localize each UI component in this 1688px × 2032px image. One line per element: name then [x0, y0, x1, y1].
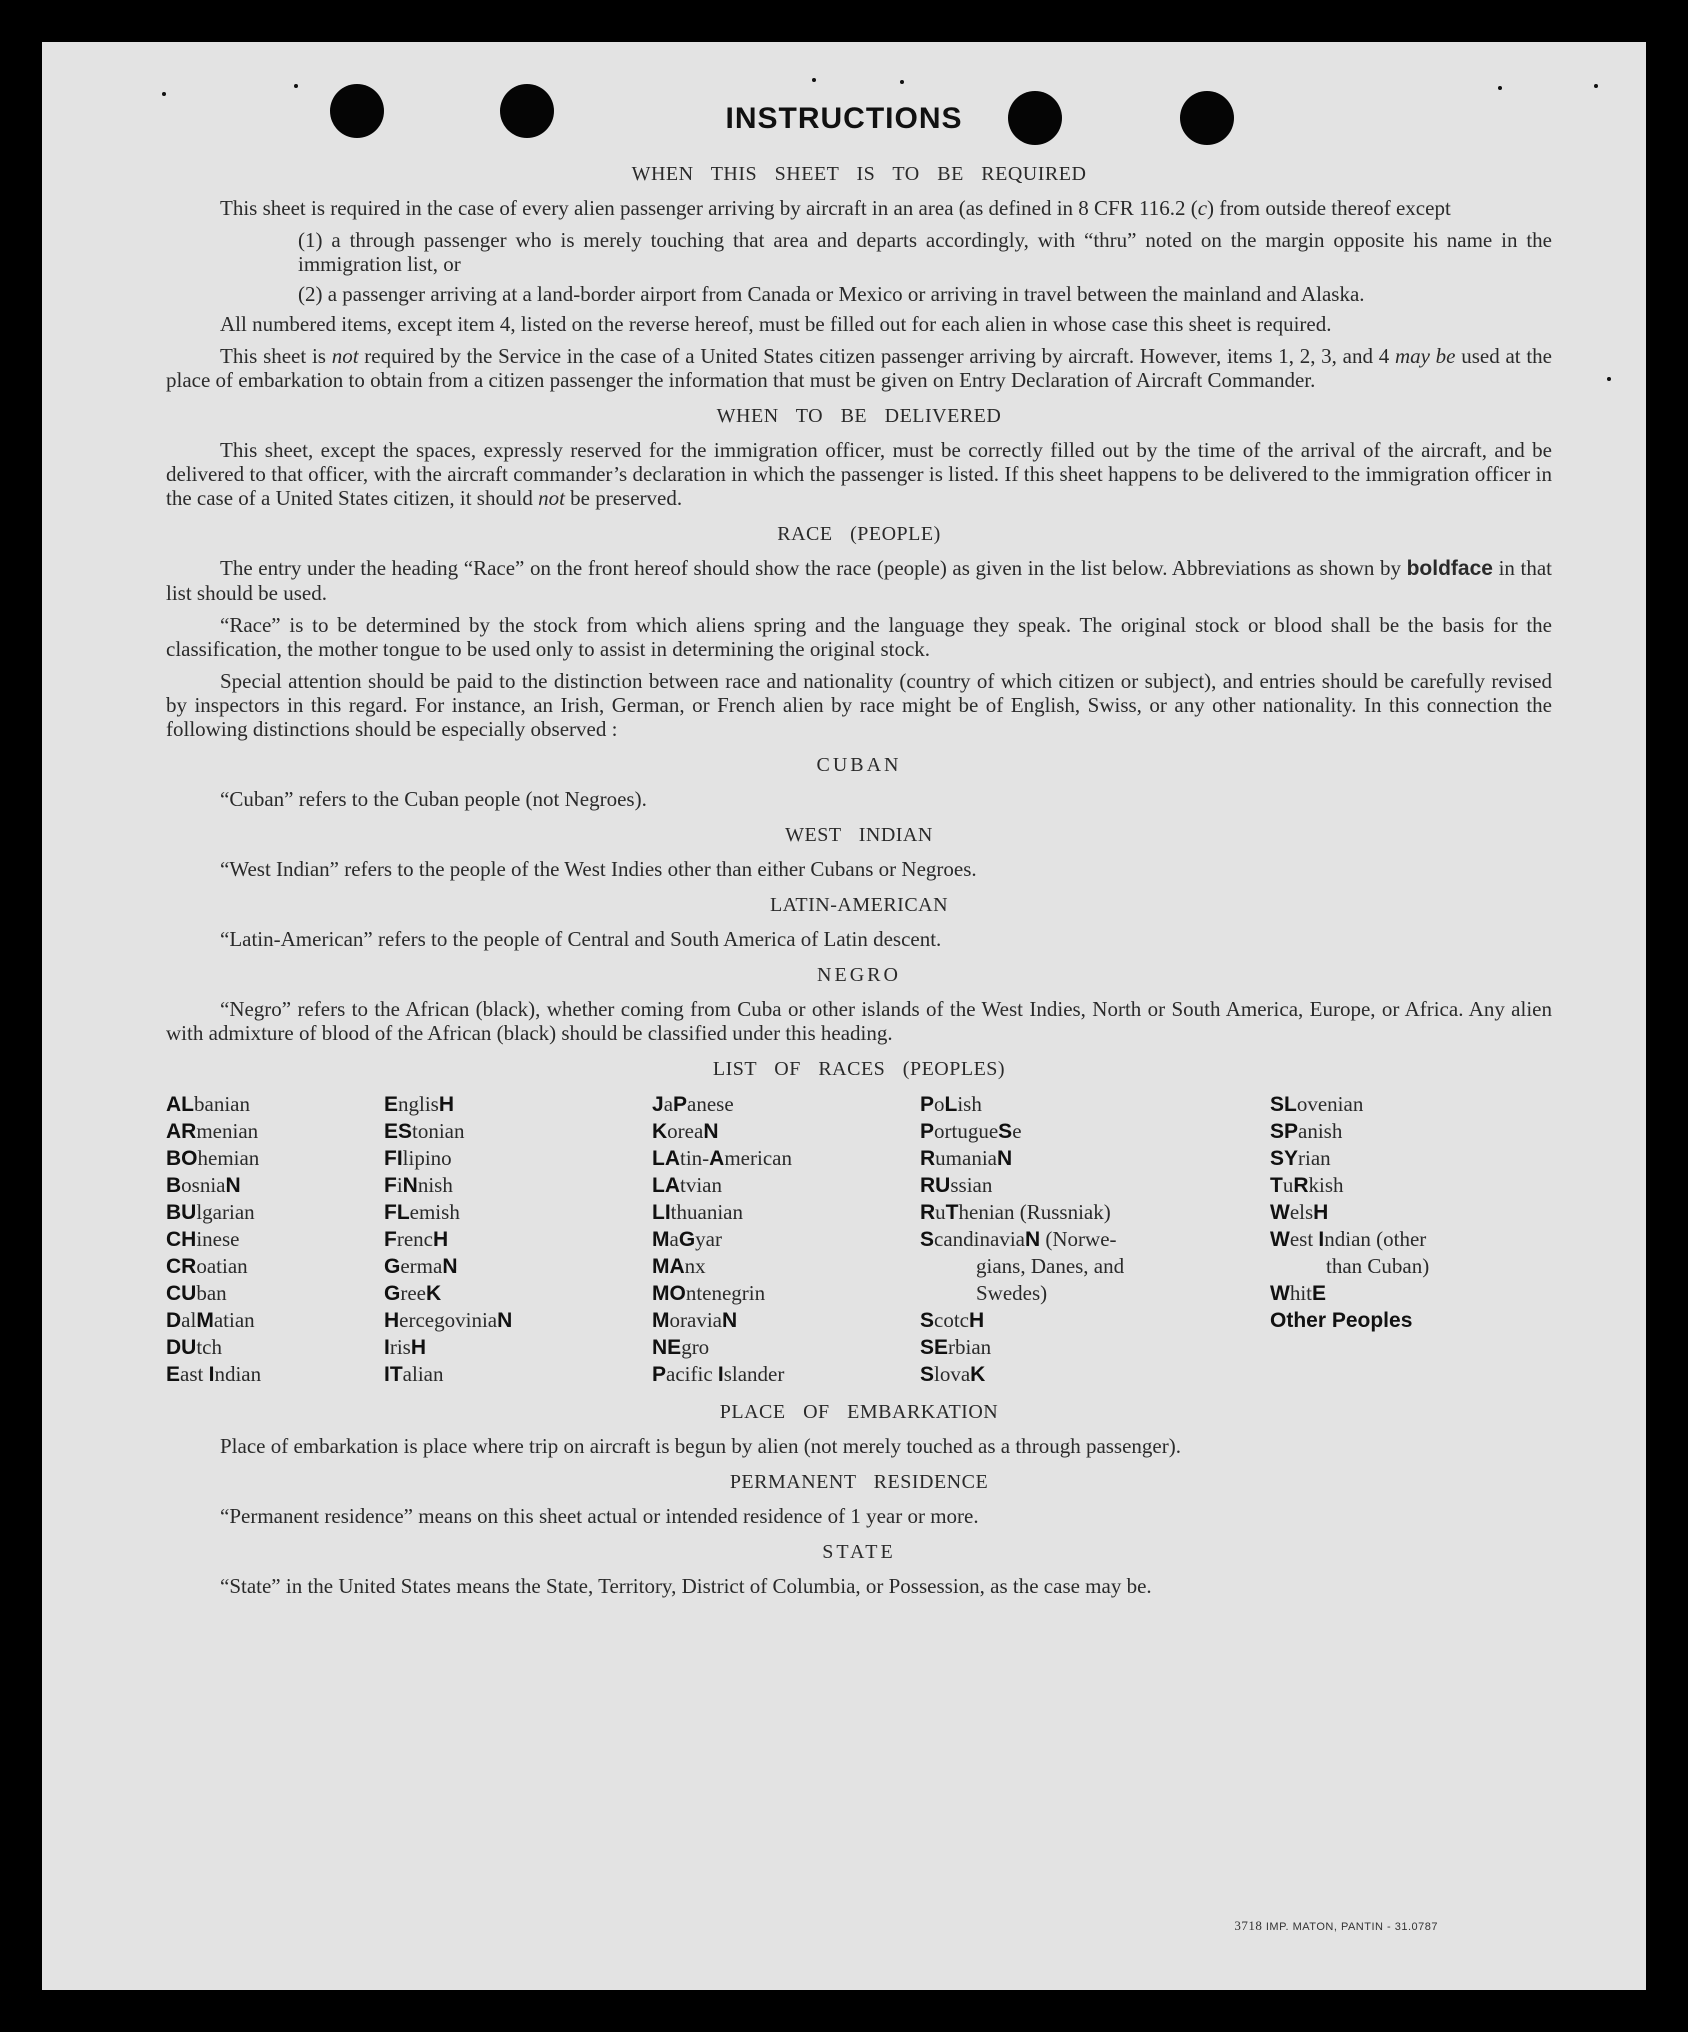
heading-when-required: WHEN THIS SHEET IS TO BE REQUIRED: [631, 163, 1087, 185]
race-abbreviation: FL: [384, 1201, 410, 1224]
race-abbreviation: M: [652, 1309, 670, 1332]
race-text: ree: [400, 1281, 426, 1305]
race-entry: [1270, 1118, 1510, 1145]
race-list: [166, 1091, 1552, 1388]
race-text: slander: [723, 1362, 785, 1386]
race-text: henian (Russniak): [958, 1200, 1111, 1224]
race-entry: [384, 1307, 652, 1334]
race-entry: [1270, 1199, 1510, 1226]
race-text: o: [934, 1092, 945, 1116]
race-text: est: [1289, 1227, 1319, 1251]
exception-item-2: (2) a passenger arriving at a land-border airport from Canada or Mexico or arriving in travel between the mainland and Alaska.: [298, 282, 1365, 306]
race-entry: [920, 1280, 1270, 1307]
race-text: banian: [194, 1092, 250, 1116]
race-abbreviation: N: [721, 1309, 738, 1332]
race-text: i: [396, 1173, 403, 1197]
speck: [1498, 86, 1502, 90]
race-entry: [384, 1361, 652, 1388]
race-abbreviation: I: [384, 1336, 390, 1359]
race-entry: [166, 1361, 384, 1388]
race-entry: [166, 1091, 384, 1118]
race-abbreviation: I: [1318, 1228, 1325, 1251]
race-text: (Norwe-: [1040, 1227, 1117, 1251]
race-abbreviation: P: [920, 1093, 935, 1116]
race-abbreviation: S: [920, 1309, 935, 1332]
race-text: lipino: [402, 1146, 452, 1170]
race-entry: [1270, 1145, 1510, 1172]
race-abbreviation: N: [442, 1255, 458, 1278]
race-text: gians, Danes, and: [976, 1254, 1125, 1278]
race-text: merican: [724, 1146, 792, 1170]
race-text: a: [663, 1092, 674, 1116]
race-text: cotc: [934, 1308, 969, 1332]
race-entry: [166, 1253, 384, 1280]
paragraph: “Permanent residence” means on this sheet actual or intended residence of 1 year or more.: [220, 1504, 979, 1528]
race-text: anese: [687, 1092, 734, 1116]
race-text: hit: [1289, 1281, 1312, 1305]
race-abbreviation: F: [384, 1174, 397, 1197]
race-abbreviation: S: [920, 1228, 935, 1251]
race-abbreviation: W: [1270, 1228, 1290, 1251]
race-text: ish: [957, 1092, 982, 1116]
race-text: ovenian: [1296, 1092, 1364, 1116]
race-entry: [652, 1145, 920, 1172]
race-abbreviation: M: [652, 1228, 670, 1251]
race-abbreviation: LA: [652, 1174, 680, 1197]
race-entry: [920, 1307, 1270, 1334]
race-entry: [652, 1091, 920, 1118]
race-entry: [920, 1361, 1270, 1388]
paragraph: “Race” is to be determined by the stock from which aliens spring and the language they speak. The original stock or blood shall be the basis for the classification, the mother tongue to be used only to assist in determining the original stock.: [166, 613, 1552, 661]
race-abbreviation: CR: [166, 1255, 197, 1278]
race-abbreviation: R: [920, 1147, 936, 1170]
race-text: tvian: [680, 1173, 722, 1197]
race-column: [652, 1091, 920, 1388]
race-text: u: [935, 1200, 946, 1224]
race-text: els: [1289, 1200, 1314, 1224]
race-column: [166, 1091, 384, 1388]
race-text: gro: [681, 1335, 710, 1359]
race-text: atian: [213, 1308, 255, 1332]
instructions-body: [166, 150, 1552, 1606]
race-abbreviation: G: [678, 1228, 696, 1251]
heading-cuban: CUBAN: [816, 754, 902, 776]
race-text: hemian: [197, 1146, 260, 1170]
paragraph: All numbered items, except item 4, listed on the reverse hereof, must be filled out for each alien in whose case this sheet is required.: [220, 312, 1332, 336]
race-text: ortugue: [934, 1119, 999, 1143]
race-abbreviation: SE: [920, 1336, 949, 1359]
heading-list-of-races: LIST OF RACES (PEOPLES): [712, 1058, 1006, 1080]
heading-embarkation: PLACE OF EMBARKATION: [719, 1401, 999, 1423]
heading-race: RACE (PEOPLE): [777, 523, 941, 545]
race-abbreviation: W: [1270, 1282, 1290, 1305]
race-text: nglis: [398, 1092, 439, 1116]
race-text: rbian: [948, 1335, 992, 1359]
race-abbreviation: SY: [1270, 1147, 1299, 1170]
race-abbreviation: S: [998, 1120, 1013, 1143]
speck: [900, 80, 904, 84]
race-abbreviation: ES: [384, 1120, 413, 1143]
race-entry: [920, 1199, 1270, 1226]
race-text: ban: [196, 1281, 227, 1305]
race-entry: [166, 1145, 384, 1172]
form-number: 3718: [1234, 1918, 1263, 1933]
race-entry: [1270, 1172, 1510, 1199]
race-abbreviation: AR: [166, 1120, 197, 1143]
heading-permanent-residence: PERMANENT RESIDENCE: [729, 1471, 989, 1493]
speck: [812, 78, 816, 82]
race-abbreviation: SL: [1270, 1093, 1297, 1116]
paragraph: “West Indian” refers to the people of the West Indies other than either Cubans or Negroes.: [220, 857, 977, 881]
race-abbreviation: P: [920, 1120, 935, 1143]
race-text: emish: [409, 1200, 460, 1224]
race-abbreviation: SP: [1270, 1120, 1299, 1143]
speck: [162, 92, 166, 96]
race-text: ntenegrin: [685, 1281, 766, 1305]
race-entry: [166, 1307, 384, 1334]
race-abbreviation: N: [703, 1120, 719, 1143]
race-text: acific: [666, 1362, 718, 1386]
race-entry: [384, 1253, 652, 1280]
heading-state: STATE: [822, 1541, 896, 1563]
race-entry: [166, 1199, 384, 1226]
race-entry: [920, 1172, 1270, 1199]
race-entry: [1270, 1226, 1510, 1253]
paragraph: Special attention should be paid to the distinction between race and nationality (country of which citizen or subject), and entries should be carefully revised by inspectors in this regard. For instance, an Irish, German, or French alien by race might be of English, Swiss, or any other nationality. In this connection the following distinctions should be especially observed :: [166, 669, 1552, 741]
race-text: ssian: [950, 1173, 993, 1197]
print-imprint: [1234, 1918, 1438, 1934]
race-text: Swedes): [976, 1281, 1048, 1305]
race-text: a: [669, 1227, 679, 1251]
race-column: [384, 1091, 652, 1388]
race-entry: [652, 1199, 920, 1226]
race-text: renc: [396, 1227, 433, 1251]
race-entry: [166, 1334, 384, 1361]
race-text: alian: [402, 1362, 444, 1386]
race-abbreviation: MO: [652, 1282, 686, 1305]
race-entry: [384, 1280, 652, 1307]
race-abbreviation: LI: [652, 1201, 671, 1224]
race-text: ndian (other: [1324, 1227, 1427, 1251]
exception-item-1: (1) a through passenger who is merely touching that area and departs accordingly, with “thru” noted on the margin opposite his name in the immigration list, or: [298, 228, 1552, 276]
race-text: than Cuban): [1326, 1254, 1430, 1278]
race-abbreviation: G: [384, 1255, 401, 1278]
speck: [1594, 84, 1598, 88]
paragraph: “State” in the United States means the State, Territory, District of Columbia, or Possession, as the case may be.: [220, 1574, 1152, 1598]
race-text: al: [181, 1308, 197, 1332]
race-abbreviation: N: [497, 1309, 513, 1332]
paragraph: This sheet, except the spaces, expressly reserved for the immigration officer, must be correctly filled out by the time of the arrival of the aircraft, and be delivered to that officer, with the aircraft commander’s declaration in which the passenger is listed. If this sheet happens to be delivered to the immigration officer in the case of a United States citizen, it should not be preserved.: [166, 438, 1552, 510]
race-abbreviation: Other Peoples: [1270, 1309, 1413, 1332]
race-abbreviation: D: [166, 1309, 182, 1332]
page-title: INSTRUCTIONS: [725, 102, 963, 135]
race-abbreviation: N: [402, 1174, 418, 1197]
race-text: nish: [417, 1173, 453, 1197]
race-abbreviation: H: [432, 1228, 449, 1251]
race-abbreviation: DU: [166, 1336, 197, 1359]
race-entry: [166, 1280, 384, 1307]
race-entry: [166, 1118, 384, 1145]
race-abbreviation: S: [920, 1363, 935, 1386]
heading-west-indian: WEST INDIAN: [785, 824, 933, 846]
paragraph: This sheet is required in the case of every alien passenger arriving by aircraft in an area (as defined in 8 CFR 116.2 (c) from outside thereof except: [220, 196, 1451, 220]
paragraph: The entry under the heading “Race” on the front hereof should show the race (people) as given in the list below. Abbreviations as shown by boldface in that list should be used.: [166, 556, 1552, 605]
race-text: lova: [934, 1362, 971, 1386]
race-entry: [1270, 1307, 1510, 1334]
race-entry: [1270, 1280, 1510, 1307]
race-text: tch: [196, 1335, 222, 1359]
race-text: candinavia: [934, 1227, 1025, 1251]
race-abbreviation: L: [944, 1093, 958, 1116]
race-text: umania: [935, 1146, 997, 1170]
race-abbreviation: H: [384, 1309, 400, 1332]
paragraph: This sheet is not required by the Service in the case of a United States citizen passenger arriving by aircraft. However, items 1, 2, 3, and 4 may be used at the place of embarkation to obtain from a citizen passenger the information that must be given on Entry Declaration of Aircraft Commander.: [166, 344, 1552, 392]
heading-negro: NEGRO: [817, 964, 901, 986]
race-entry: [1270, 1091, 1510, 1118]
race-abbreviation: P: [652, 1363, 667, 1386]
race-abbreviation: H: [410, 1336, 427, 1359]
race-abbreviation: E: [166, 1363, 181, 1386]
race-abbreviation: K: [970, 1363, 986, 1386]
race-abbreviation: E: [384, 1093, 399, 1116]
race-abbreviation: K: [652, 1120, 668, 1143]
race-abbreviation: T: [1270, 1174, 1283, 1197]
race-abbreviation: W: [1270, 1201, 1290, 1224]
race-text: menian: [196, 1119, 259, 1143]
race-text: ercegovinia: [399, 1308, 498, 1332]
race-entry: [652, 1253, 920, 1280]
race-entry: [920, 1226, 1270, 1253]
race-entry: [652, 1172, 920, 1199]
speck: [1607, 377, 1611, 381]
race-entry: [166, 1172, 384, 1199]
race-abbreviation: N: [1024, 1228, 1041, 1251]
race-abbreviation: LA: [652, 1147, 680, 1170]
race-text: kish: [1308, 1173, 1344, 1197]
race-text: rian: [1298, 1146, 1331, 1170]
race-abbreviation: FI: [384, 1147, 403, 1170]
paragraph: Place of embarkation is place where trip on aircraft is begun by alien (not merely touched as a through passenger).: [220, 1434, 1181, 1458]
race-abbreviation: IT: [384, 1363, 403, 1386]
race-entry: [920, 1118, 1270, 1145]
race-entry: [920, 1145, 1270, 1172]
race-abbreviation: NE: [652, 1336, 682, 1359]
race-text: e: [1012, 1119, 1022, 1143]
race-entry: [920, 1334, 1270, 1361]
race-entry: [920, 1091, 1270, 1118]
race-text: thuanian: [670, 1200, 743, 1224]
race-entry: [652, 1307, 920, 1334]
race-abbreviation: T: [945, 1201, 959, 1224]
race-entry: [652, 1361, 920, 1388]
heading-latin-american: LATIN-AMERICAN: [769, 894, 949, 916]
race-entry: [384, 1118, 652, 1145]
race-abbreviation: MA: [652, 1255, 685, 1278]
race-entry: [384, 1172, 652, 1199]
heading-when-delivered: WHEN TO BE DELIVERED: [716, 405, 1002, 427]
race-entry: [920, 1253, 1270, 1280]
race-abbreviation: N: [996, 1147, 1013, 1170]
printer-imprint: IMP. MATON, PANTIN - 31.0787: [1265, 1921, 1438, 1933]
race-entry: [384, 1091, 652, 1118]
race-abbreviation: R: [1293, 1174, 1309, 1197]
race-abbreviation: K: [425, 1282, 442, 1305]
race-column: [1270, 1091, 1510, 1388]
race-abbreviation: R: [920, 1201, 936, 1224]
race-entry: [384, 1199, 652, 1226]
race-abbreviation: AL: [166, 1093, 194, 1116]
race-entry: [652, 1280, 920, 1307]
race-abbreviation: H: [438, 1093, 455, 1116]
race-abbreviation: I: [208, 1363, 215, 1386]
race-entry: [384, 1334, 652, 1361]
document-sheet: [42, 42, 1646, 1990]
race-abbreviation: BU: [166, 1201, 197, 1224]
race-abbreviation: G: [384, 1282, 401, 1305]
race-entry: [166, 1226, 384, 1253]
race-text: nx: [684, 1254, 706, 1278]
race-abbreviation: CU: [166, 1282, 197, 1305]
race-abbreviation: P: [673, 1093, 688, 1116]
race-text: erma: [400, 1254, 443, 1278]
race-entry: [652, 1334, 920, 1361]
speck: [294, 84, 298, 88]
race-text: ris: [389, 1335, 411, 1359]
race-text: inese: [196, 1227, 240, 1251]
race-text: yar: [695, 1227, 722, 1251]
race-abbreviation: I: [717, 1363, 724, 1386]
race-column: [920, 1091, 1270, 1388]
paragraph: “Negro” refers to the African (black), whether coming from Cuba or other islands of the West Indies, North or South America, Europe, or Africa. Any alien with admixture of blood of the African (black) should be classified under this heading.: [166, 997, 1552, 1045]
race-abbreviation: A: [709, 1147, 725, 1170]
race-abbreviation: BO: [166, 1147, 198, 1170]
paragraph: “Latin-American” refers to the people of Central and South America of Latin descent.: [220, 927, 942, 951]
race-text: tonian: [412, 1119, 465, 1143]
race-abbreviation: F: [384, 1228, 397, 1251]
race-text: osnia: [181, 1173, 226, 1197]
race-text: oravia: [669, 1308, 722, 1332]
race-abbreviation: E: [1312, 1282, 1327, 1305]
race-abbreviation: RU: [920, 1174, 951, 1197]
race-text: orea: [667, 1119, 704, 1143]
race-text: tin-: [680, 1146, 710, 1170]
race-abbreviation: B: [166, 1174, 182, 1197]
race-entry: [384, 1226, 652, 1253]
race-text: anish: [1298, 1119, 1343, 1143]
race-abbreviation: J: [652, 1093, 664, 1116]
race-text: oatian: [196, 1254, 248, 1278]
race-text: u: [1282, 1173, 1294, 1197]
race-abbreviation: H: [969, 1309, 985, 1332]
race-text: lgarian: [196, 1200, 255, 1224]
race-abbreviation: CH: [166, 1228, 197, 1251]
race-entry: [1270, 1253, 1510, 1280]
race-abbreviation: M: [196, 1309, 214, 1332]
race-abbreviation: H: [1313, 1201, 1329, 1224]
paragraph: “Cuban” refers to the Cuban people (not Negroes).: [220, 787, 647, 811]
race-entry: [384, 1145, 652, 1172]
race-abbreviation: N: [225, 1174, 241, 1197]
race-entry: [652, 1118, 920, 1145]
race-text: ndian: [214, 1362, 262, 1386]
race-text: ast: [180, 1362, 209, 1386]
race-entry: [652, 1226, 920, 1253]
